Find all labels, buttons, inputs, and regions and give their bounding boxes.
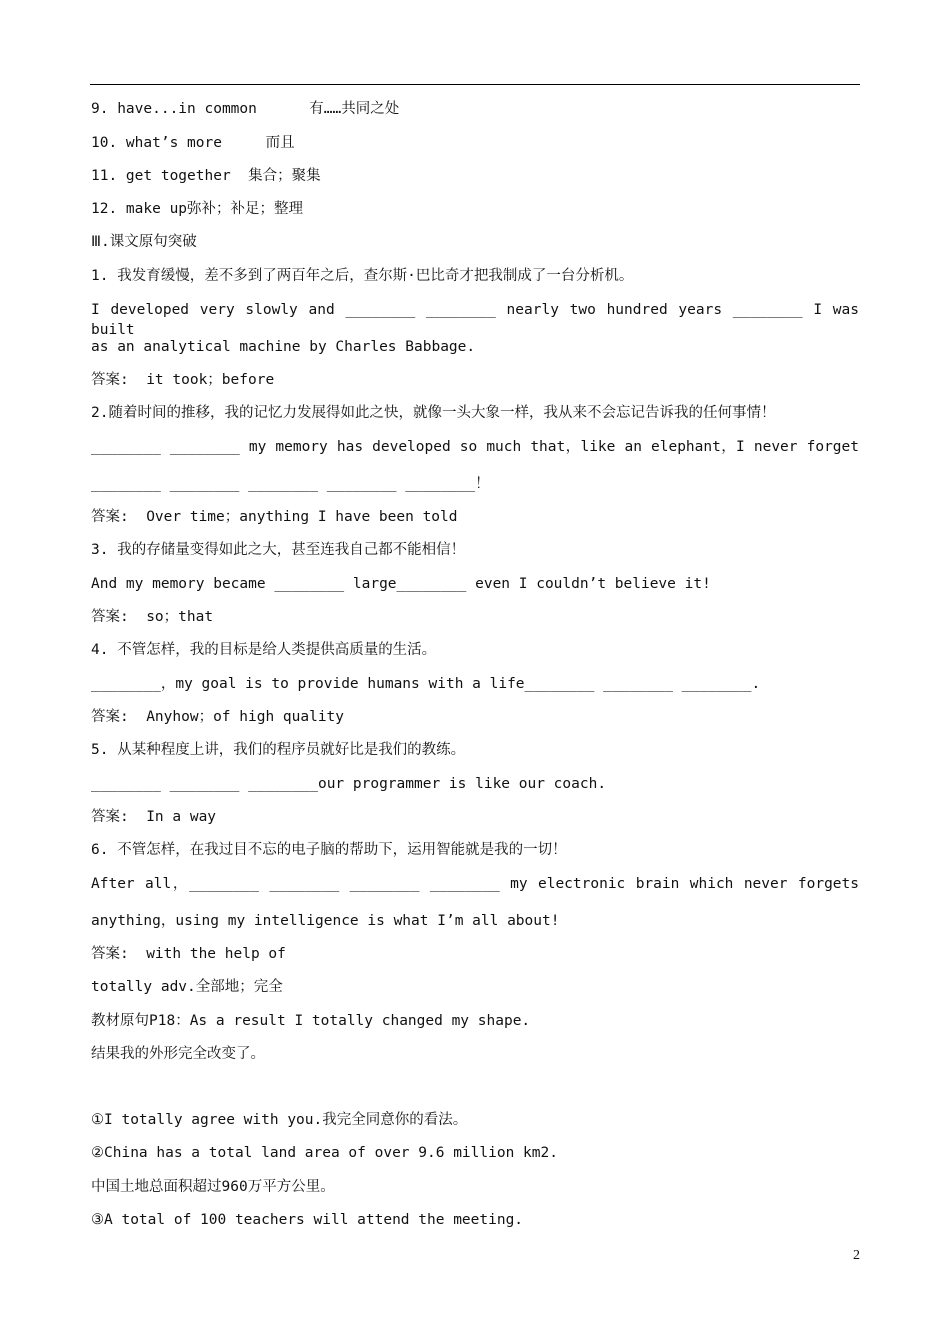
sentence-5-answer: 答案: In a way xyxy=(91,809,217,825)
vocab-item-11: 11. get together 集合；聚集 xyxy=(91,168,321,184)
vocab-item-12: 12. make up弥补；补足；整理 xyxy=(91,201,304,217)
sentence-3-chinese: 3. 我的存储量变得如此之大，甚至连我自己都不能相信！ xyxy=(91,542,466,558)
sentence-6-english-line-1: After all，________ ________ ________ ________ my electronic brain which never forgets xyxy=(91,876,859,892)
vocab-item-9: 9. have...in common 有……共同之处 xyxy=(91,101,400,117)
textbook-sentence: 教材原句P18：As a result I totally changed my shape. xyxy=(91,1013,531,1029)
example-2: ②China has a total land area of over 9.6 million km2. xyxy=(91,1145,558,1161)
sentence-5-chinese: 5. 从某种程度上讲，我们的程序员就好比是我们的教练。 xyxy=(91,742,466,758)
sentence-6-answer: 答案: with the help of xyxy=(91,946,286,962)
page-number: 2 xyxy=(853,1248,860,1263)
sentence-1-chinese: 1. 我发育缓慢，差不多到了两百年之后，查尔斯·巴比奇才把我制成了一台分析机。 xyxy=(91,268,634,284)
sentence-3-english: And my memory became ________ large________ even I couldn’t believe it! xyxy=(91,576,711,592)
textbook-translation: 结果我的外形完全改变了。 xyxy=(91,1046,265,1062)
sentence-1-answer: 答案: it took；before xyxy=(91,372,275,388)
sentence-5-english: ________ ________ ________our programmer is like our coach. xyxy=(91,776,607,792)
sentence-2-english-line-2: ________ ________ ________ ________ ________！ xyxy=(91,476,490,492)
sentence-4-chinese: 4. 不管怎样，我的目标是给人类提供高质量的生活。 xyxy=(91,642,437,658)
example-3: ③A total of 100 teachers will attend the meeting. xyxy=(91,1212,524,1228)
sentence-2-english-line-1: ________ ________ my memory has developed so much that，like an elephant，I never forget xyxy=(91,439,859,455)
word-entry-totally: totally adv.全部地；完全 xyxy=(91,979,283,995)
sentence-6-english-line-2: anything，using my intelligence is what I’m all about! xyxy=(91,913,560,929)
header-rule xyxy=(90,84,860,85)
sentence-4-english: ________，my goal is to provide humans with a life________ ________ ________. xyxy=(91,676,761,692)
sentence-2-answer: 答案: Over time；anything I have been told xyxy=(91,509,458,525)
vocab-item-10: 10. what’s more 而且 xyxy=(91,135,295,151)
sentence-3-answer: 答案: so；that xyxy=(91,609,214,625)
example-1: ①I totally agree with you.我完全同意你的看法。 xyxy=(91,1112,468,1128)
sentence-1-english-line-1: I developed very slowly and ________ ________ nearly two hundred years ________ I was built xyxy=(91,302,859,338)
sentence-1-english-line-2: as an analytical machine by Charles Babbage. xyxy=(91,339,476,355)
sentence-2-chinese: 2.随着时间的推移，我的记忆力发展得如此之快，就像一头大象一样，我从来不会忘记告诉我的任何事情！ xyxy=(91,405,776,421)
section-heading: Ⅲ.课文原句突破 xyxy=(91,234,197,250)
example-2-translation: 中国土地总面积超过960万平方公里。 xyxy=(91,1179,335,1195)
sentence-6-chinese: 6. 不管怎样，在我过目不忘的电子脑的帮助下，运用智能就是我的一切！ xyxy=(91,842,567,858)
sentence-4-answer: 答案: Anyhow；of high quality xyxy=(91,709,345,725)
